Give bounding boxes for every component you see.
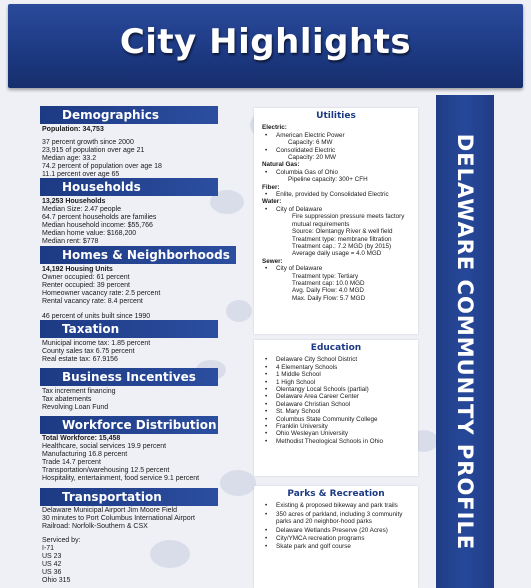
incentives-line: Revolving Loan Fund — [42, 404, 109, 411]
route-item: US 42 — [42, 561, 62, 568]
water-detail: Fire suppression pressure meets factory mutual requirements — [292, 213, 405, 228]
electric-capacity: Capacity: 6 MW — [288, 139, 333, 147]
demographics-section — [42, 126, 242, 179]
workforce-heading: Workforce Distribution — [40, 416, 218, 434]
parks-item: • Delaware Wetlands Preserve (20 Acres) — [254, 527, 418, 534]
sewer-detail: Avg. Daily Flow: 4.0 MGD — [292, 287, 364, 295]
homes-line: Owner occupied: 61 percent — [42, 274, 130, 281]
water-provider: • City of Delaware — [254, 206, 418, 213]
fiber-label: Fiber: — [262, 183, 280, 191]
workforce-line: Transportation/warehousing 12.5 percent — [42, 467, 170, 474]
workforce-line: Trade 14.7 percent — [42, 459, 101, 466]
route-item: Ohio 315 — [42, 577, 71, 584]
households-line: Median rent: $778 — [42, 238, 99, 245]
parks-item: • Existing & proposed bikeway and park trails — [254, 502, 418, 509]
households-heading: Households — [40, 178, 218, 196]
demographics-line: 23,915 of population over age 21 — [42, 147, 145, 154]
transportation-heading: Transportation — [40, 488, 218, 506]
education-item: • 4 Elementary Schools — [254, 364, 418, 371]
water-detail: Treatment cap.: 7.2 MGD (by 2015) — [292, 242, 392, 250]
page-title: City Highlights — [119, 22, 412, 62]
education-item: • Methodist Theological Schools in Ohio — [254, 438, 418, 445]
homes-line: Homeowner vacancy rate: 2.5 percent — [42, 290, 161, 297]
population-total: Population: 34,753 — [42, 126, 104, 133]
parks-item: • Skate park and golf course — [254, 543, 418, 550]
education-title: Education — [310, 343, 362, 353]
workforce-line: Manufacturing 16.8 percent — [42, 451, 128, 458]
taxation-line: Municipal income tax: 1.85 percent — [42, 340, 151, 347]
gas-capacity: Pipeline capacity: 300+ CFH — [288, 176, 368, 184]
water-detail: Treatment type: membrane filtration — [292, 235, 392, 243]
households-total: 13,253 Households — [42, 198, 106, 205]
water-label: Water: — [262, 198, 282, 206]
parks-card — [254, 486, 418, 588]
education-item: • 1 High School — [254, 379, 418, 386]
side-title-band — [436, 95, 494, 588]
sewer-detail: Max. Daily Flow: 5.7 MGD — [292, 294, 366, 302]
electric-capacity: Capacity: 20 MW — [288, 154, 336, 162]
route-item: I-71 — [42, 545, 55, 552]
demographics-heading: Demographics — [40, 106, 218, 124]
education-item: • Franklin University — [254, 423, 418, 430]
route-item: US 23 — [42, 553, 62, 560]
transportation-section — [42, 507, 242, 585]
parks-item: • City/YMCA recreation programs — [254, 535, 418, 542]
served-label: Serviced by: — [42, 537, 81, 544]
utilities-title: Utilities — [316, 111, 356, 121]
households-line: Median home value: $168,200 — [42, 230, 137, 237]
taxation-heading: Taxation — [40, 320, 218, 338]
electric-label: Electric: — [262, 124, 287, 132]
workforce-total: Total Workforce: 15,458 — [42, 435, 121, 442]
education-item: • Delaware Area Career Center — [254, 393, 418, 400]
homes-line: Rental vacancy rate: 8.4 percent — [42, 298, 143, 305]
education-item: • Columbus State Community College — [254, 416, 418, 423]
education-item: • Delaware Christian School — [254, 401, 418, 408]
homes-extra: 46 percent of units built since 1990 — [42, 313, 151, 320]
households-line: Median household income: $55,766 — [42, 222, 153, 229]
incentives-heading: Business Incentives — [40, 368, 218, 386]
education-item: • Delaware City School District — [254, 356, 418, 363]
households-section — [42, 198, 242, 246]
water-detail: Average daily usage = 4.0 MGD — [292, 250, 382, 258]
workforce-line: Hospitality, entertainment, food service 9.1 percent — [42, 475, 200, 482]
homes-heading: Homes & Neighborhoods — [40, 246, 236, 264]
side-title: DELAWARE COMMUNITY PROFILE — [453, 133, 477, 550]
households-line: Median Size: 2.47 people — [42, 206, 121, 213]
demographics-line: 37 percent growth since 2000 — [42, 139, 134, 146]
electric-provider: • Consolidated Electric — [254, 147, 418, 154]
education-item: • St. Mary School — [254, 408, 418, 415]
demographics-line: 74.2 percent of population over age 18 — [42, 163, 162, 170]
gas-label: Natural Gas: — [262, 161, 300, 169]
taxation-section — [42, 340, 242, 364]
parks-item: • 350 acres of parkland, including 3 community parks and 20 neighbor-hood parks — [254, 511, 418, 526]
education-card — [254, 340, 418, 476]
fiber-provider: • Enlite, provided by Consolidated Electric — [254, 191, 418, 198]
transportation-line: Delaware Municipal Airport Jim Moore Field — [42, 507, 177, 514]
sewer-detail: Treatment type: Tertiary — [292, 272, 359, 280]
sewer-detail: Treatment cap: 10.0 MGD — [292, 279, 365, 287]
sewer-provider: • City of Delaware — [254, 265, 418, 272]
demographics-line: 11.1 percent over age 65 — [42, 171, 120, 178]
transportation-line: Railroad: Norfolk-Southern & CSX — [42, 523, 148, 530]
electric-provider: • American Electric Power — [254, 132, 418, 139]
workforce-section — [42, 435, 242, 483]
education-item: • 1 Middle School — [254, 371, 418, 378]
page-header — [8, 4, 523, 88]
water-detail: Source: Olentangy River & well field — [292, 228, 393, 236]
utilities-card — [254, 108, 418, 334]
gas-provider: • Columbia Gas of Ohio — [254, 169, 418, 176]
taxation-line: Real estate tax: 67.9156 — [42, 356, 118, 363]
taxation-line: County sales tax 6.75 percent — [42, 348, 135, 355]
incentives-line: Tax abatements — [42, 396, 92, 403]
homes-section — [42, 266, 242, 321]
route-item: US 36 — [42, 569, 62, 576]
sewer-label: Sewer: — [262, 257, 283, 265]
education-item: • Olentangy Local Schools (partial) — [254, 386, 418, 393]
workforce-line: Healthcare, social services 19.9 percent — [42, 443, 167, 450]
incentives-section — [42, 388, 242, 412]
transportation-line: 30 minutes to Port Columbus International Airport — [42, 515, 195, 522]
demographics-line: Median age: 33.2 — [42, 155, 97, 162]
incentives-line: Tax increment financing — [42, 388, 116, 395]
housing-units-total: 14,192 Housing Units — [42, 266, 113, 273]
education-item: • Ohio Wesleyan University — [254, 430, 418, 437]
parks-title: Parks & Recreation — [287, 489, 385, 499]
households-line: 64.7 percent households are families — [42, 214, 157, 221]
homes-line: Renter occupied: 39 percent — [42, 282, 130, 289]
